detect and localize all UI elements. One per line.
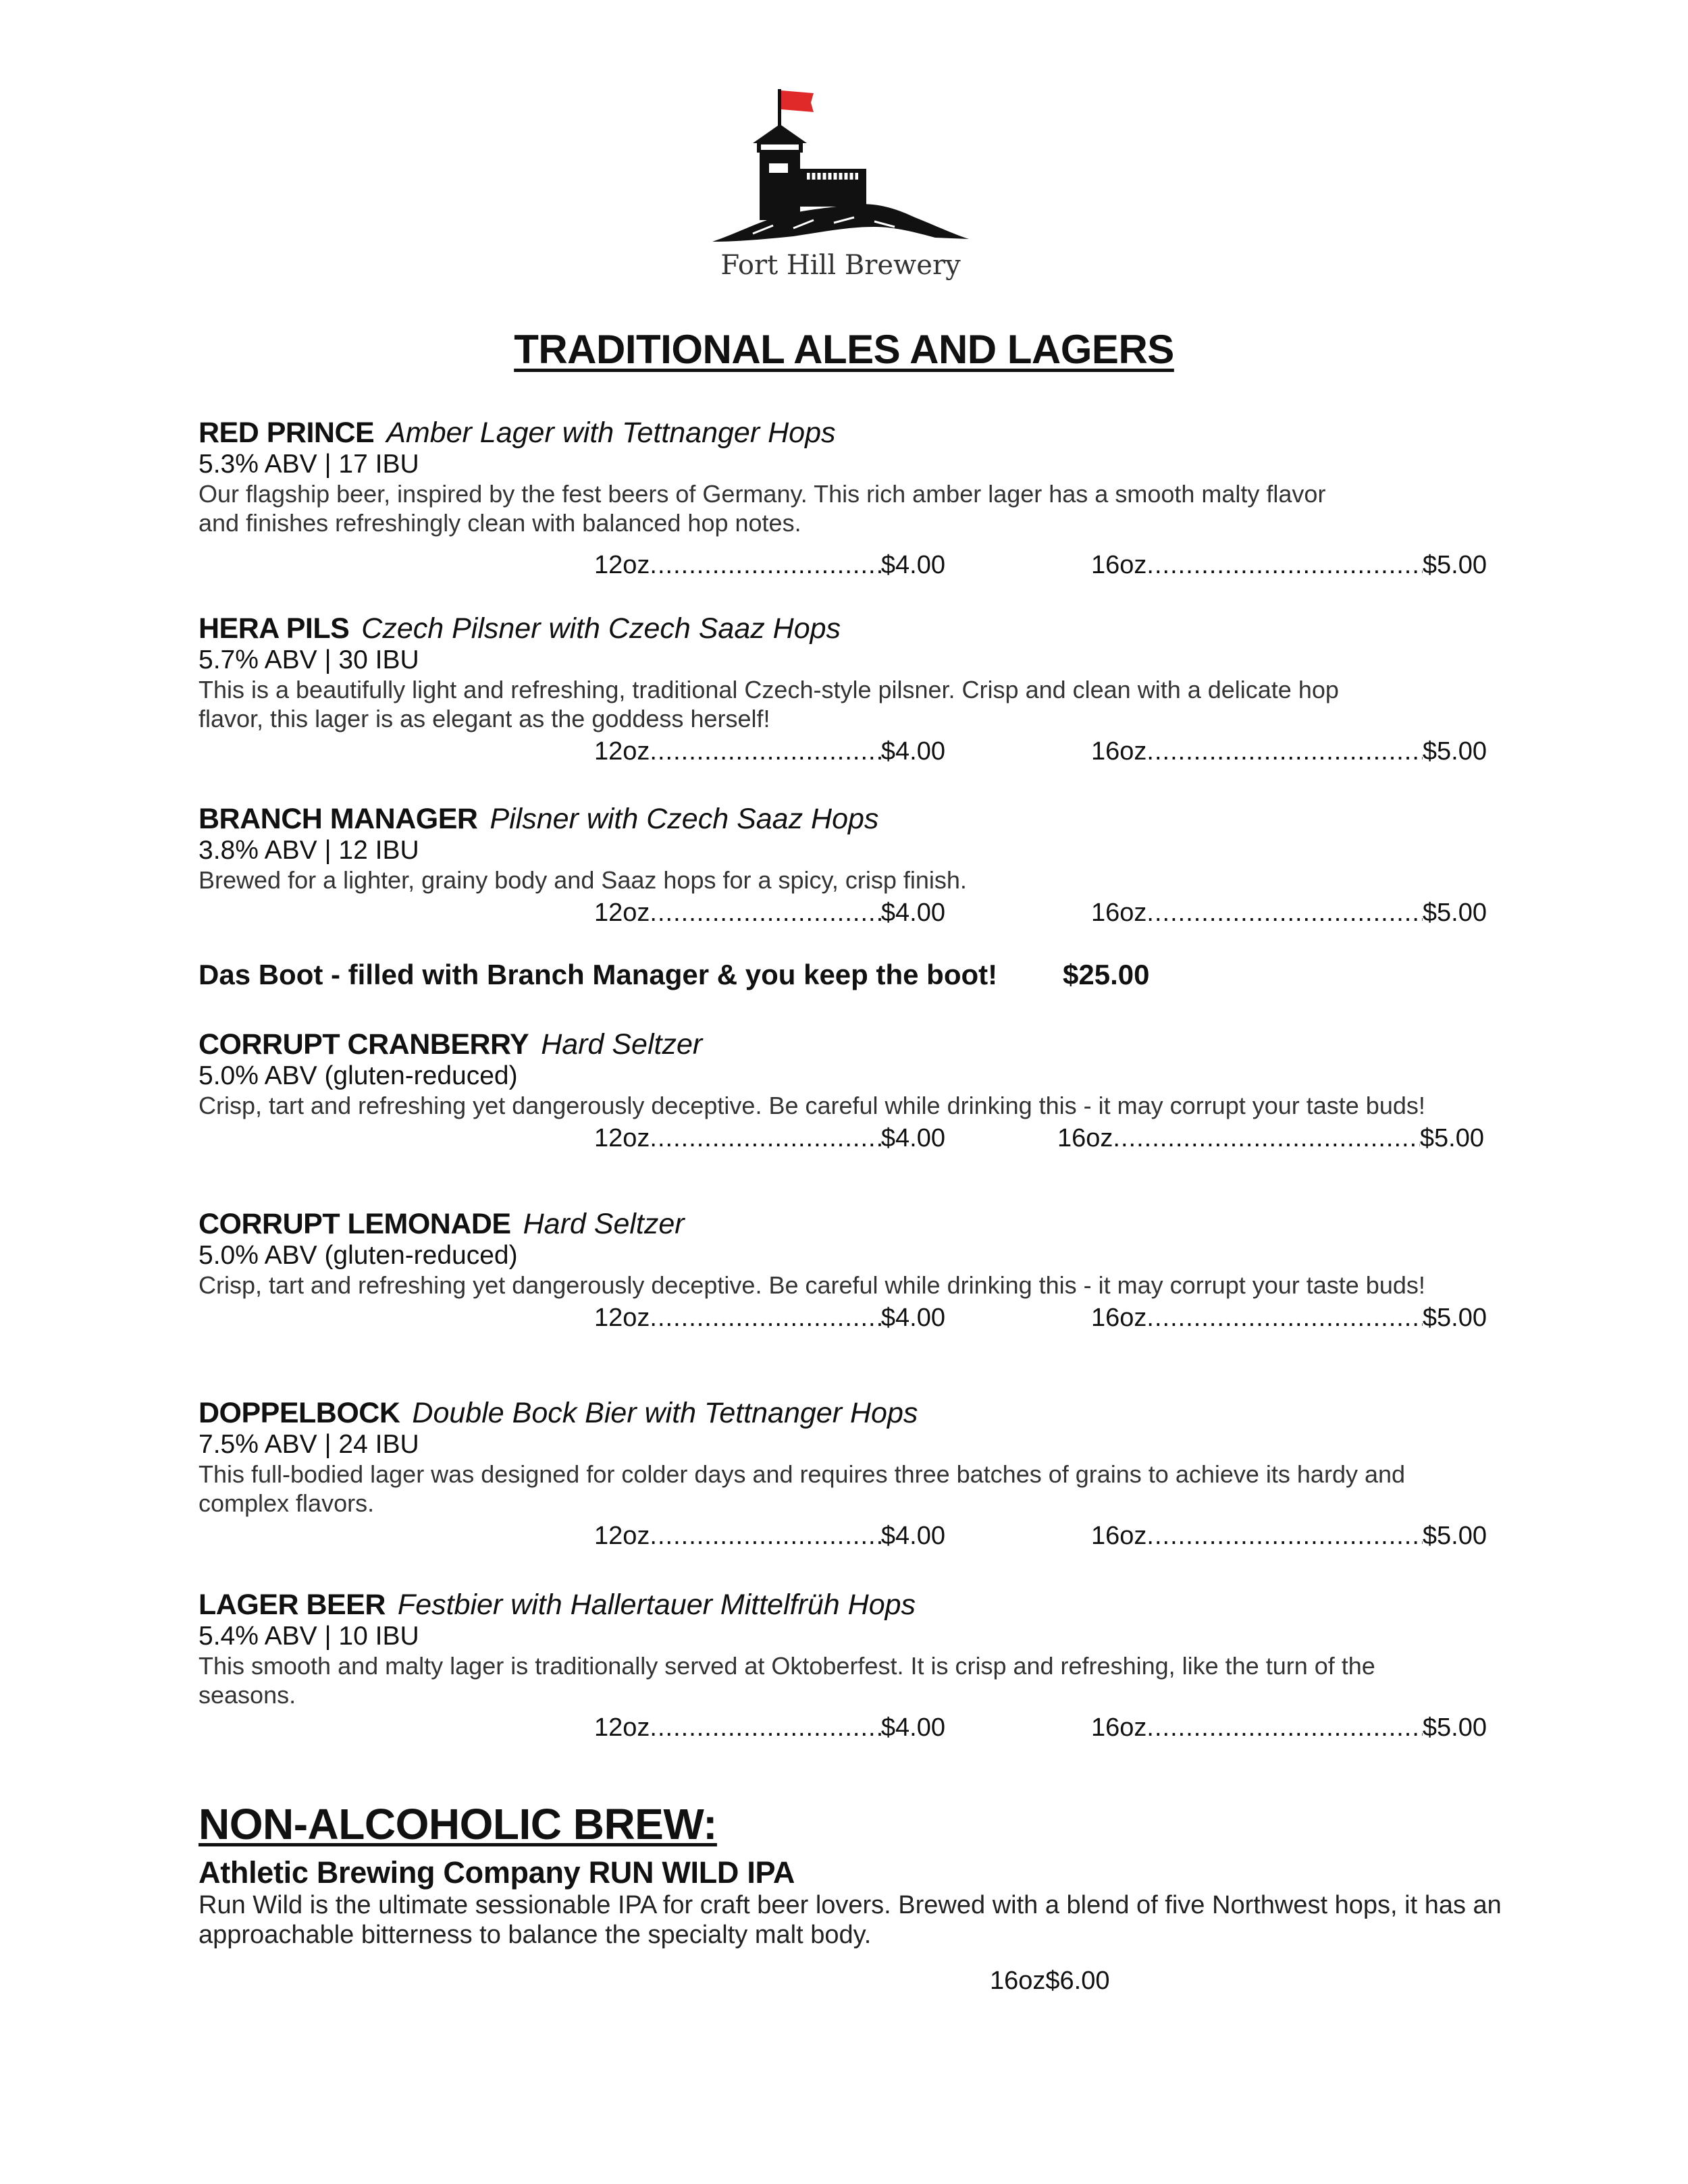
- dot-leader: [1146, 1713, 1423, 1742]
- brewery-name: Fort Hill Brewery: [720, 250, 961, 281]
- beer-description: Crisp, tart and refreshing yet dangerously deceptive. Be careful while drinking this - it may corrupt your taste buds!: [199, 1271, 1425, 1299]
- price-value: $5.00: [1419, 1124, 1484, 1152]
- das-boot-price: $25.00: [1063, 959, 1150, 990]
- price-value: $4.00: [880, 1522, 945, 1550]
- dot-leader: [650, 899, 881, 928]
- size-label: 12oz: [594, 551, 650, 579]
- beer-style: Hard Seltzer: [523, 1208, 685, 1240]
- size-label: 16oz: [1091, 1304, 1147, 1332]
- beer-name: CORRUPT CRANBERRY: [199, 1028, 529, 1061]
- dot-leader: [650, 737, 881, 766]
- size-label: 12oz: [594, 1522, 650, 1550]
- beer-style: Hard Seltzer: [541, 1028, 703, 1061]
- price-value: $5.00: [1422, 1522, 1487, 1550]
- non-alcoholic-name: Athletic Brewing Company RUN WILD IPA: [199, 1855, 795, 1890]
- non-alcoholic-title: NON-ALCOHOLIC BREW:: [199, 1800, 717, 1848]
- section-title: TRADITIONAL ALES AND LAGERS: [514, 327, 1174, 372]
- size-label: 12oz: [594, 737, 650, 766]
- beer-description: This full-bodied lager was designed for colder days and requires three batches of grains to achieve its hardy and complex flavors.: [199, 1460, 1406, 1517]
- size-label: 16oz: [1091, 737, 1147, 766]
- dot-leader: [1146, 737, 1423, 766]
- beer-item: [199, 1028, 1502, 1161]
- price-16oz: [1091, 1304, 1487, 1333]
- price-16oz: [1091, 737, 1487, 766]
- price-value: $4.00: [880, 551, 945, 579]
- beer-item: [199, 1588, 1502, 1750]
- price-value: $5.00: [1422, 1304, 1487, 1332]
- price-value: $4.00: [880, 737, 945, 766]
- beer-item: [199, 416, 1502, 587]
- price-value: $6.00: [1045, 1967, 1110, 1995]
- beer-item: [199, 1207, 1502, 1340]
- beer-style: Double Bock Bier with Tettnanger Hops: [412, 1397, 918, 1429]
- beer-name: BRANCH MANAGER: [199, 803, 478, 835]
- price-12oz: [594, 899, 945, 928]
- price-value: $5.00: [1422, 737, 1487, 766]
- size-label: 12oz: [594, 899, 650, 927]
- beer-description: This smooth and malty lager is traditionally served at Oktoberfest. It is crisp and refreshing, like the turn of the seasons.: [199, 1652, 1375, 1709]
- price-value: $5.00: [1422, 551, 1487, 579]
- price-row: [199, 1709, 1502, 1750]
- price-value: $4.00: [880, 899, 945, 927]
- size-label: 16oz: [1091, 551, 1147, 579]
- price-row: [199, 1300, 1502, 1340]
- price-12oz: [594, 1713, 945, 1742]
- dot-leader: [650, 1304, 881, 1333]
- dot-leader: [650, 1522, 881, 1551]
- beer-description: Our flagship beer, inspired by the fest beers of Germany. This rich amber lager has a smooth malty flavor and finishes refreshingly clean with balanced hop notes.: [199, 480, 1326, 537]
- brewery-logo: [712, 82, 969, 292]
- price-12oz: [594, 1124, 945, 1153]
- beer-style: Czech Pilsner with Czech Saaz Hops: [361, 612, 841, 645]
- price-row: [199, 547, 1502, 587]
- beer-item: [199, 1396, 1502, 1558]
- price-12oz: [594, 1522, 945, 1551]
- beer-style: Festbier with Hallertauer Mittelfrüh Hops: [397, 1589, 916, 1621]
- dot-leader: [1146, 1304, 1423, 1333]
- beer-description: Brewed for a lighter, grainy body and Saaz hops for a spicy, crisp finish.: [199, 866, 967, 894]
- beer-item: [199, 612, 1502, 774]
- price-value: $4.00: [880, 1713, 945, 1742]
- beer-abv: 5.4% ABV | 10 IBU: [199, 1622, 419, 1651]
- dot-leader: [1146, 551, 1423, 580]
- size-label: 16oz: [990, 1967, 1046, 1995]
- beer-abv: 5.7% ABV | 30 IBU: [199, 645, 419, 674]
- size-label: 12oz: [594, 1124, 650, 1152]
- size-label: 16oz: [1091, 899, 1147, 927]
- flag-icon: [781, 90, 814, 112]
- price-16oz: [1091, 551, 1487, 580]
- dot-leader: [1146, 899, 1423, 928]
- size-label: 16oz: [1091, 1713, 1147, 1742]
- beer-name: DOPPELBOCK: [199, 1397, 400, 1429]
- beer-item: [199, 802, 1502, 935]
- dot-leader: [650, 1124, 881, 1153]
- beer-description: Crisp, tart and refreshing yet dangerously deceptive. Be careful while drinking this - it may corrupt your taste buds!: [199, 1092, 1425, 1119]
- beer-style: Pilsner with Czech Saaz Hops: [490, 803, 879, 835]
- beer-abv: 7.5% ABV | 24 IBU: [199, 1430, 419, 1459]
- price-12oz: [594, 737, 945, 766]
- price-row: [199, 1120, 1502, 1161]
- size-label: 12oz: [594, 1713, 650, 1742]
- das-boot-label: Das Boot - filled with Branch Manager & you keep the boot!: [199, 959, 998, 990]
- price-row: [199, 1518, 1502, 1558]
- price-row: [199, 895, 1502, 935]
- non-alcoholic-description: Run Wild is the ultimate sessionable IPA for craft beer lovers. Brewed with a blend of five Northwest hops, it has an approachable bitterness to balance the specialty malt body.: [199, 1891, 1502, 1949]
- das-boot-offer: [199, 959, 1481, 991]
- beer-abv: 5.0% ABV (gluten-reduced): [199, 1241, 518, 1270]
- price-row: [199, 733, 1502, 774]
- dot-leader: [650, 551, 881, 580]
- size-label: 12oz: [594, 1304, 650, 1332]
- dot-leader: [1146, 1522, 1423, 1551]
- size-label: 16oz: [1091, 1522, 1147, 1550]
- non-alcoholic-price: [990, 1967, 1422, 1996]
- beer-abv: 3.8% ABV | 12 IBU: [199, 836, 419, 865]
- beer-abv: 5.0% ABV (gluten-reduced): [199, 1061, 518, 1090]
- price-16oz: [1091, 899, 1487, 928]
- price-12oz: [594, 551, 1148, 580]
- dot-leader: [1113, 1124, 1420, 1153]
- beer-name: CORRUPT LEMONADE: [199, 1208, 511, 1240]
- beer-abv: 5.3% ABV | 17 IBU: [199, 450, 419, 479]
- fort-tower-icon: [712, 82, 969, 244]
- beer-name: HERA PILS: [199, 612, 350, 645]
- beer-style: Amber Lager with Tettnanger Hops: [386, 417, 836, 449]
- price-16oz: [1091, 1713, 1487, 1742]
- price-16oz: [1091, 1522, 1487, 1551]
- beer-name: LAGER BEER: [199, 1589, 386, 1621]
- price-16oz: [1057, 1124, 1484, 1153]
- beer-description: This is a beautifully light and refreshing, traditional Czech-style pilsner. Crisp and clean with a delicate hop flavor, this lager is as elegant as the goddess herself!: [199, 676, 1339, 733]
- price-value: $5.00: [1422, 1713, 1487, 1742]
- size-label: 16oz: [1057, 1124, 1113, 1152]
- beer-name: RED PRINCE: [199, 417, 375, 449]
- price-12oz: [594, 1304, 945, 1333]
- price-value: $4.00: [880, 1304, 945, 1332]
- price-value: $4.00: [880, 1124, 945, 1152]
- dot-leader: [650, 1713, 881, 1742]
- price-value: $5.00: [1422, 899, 1487, 927]
